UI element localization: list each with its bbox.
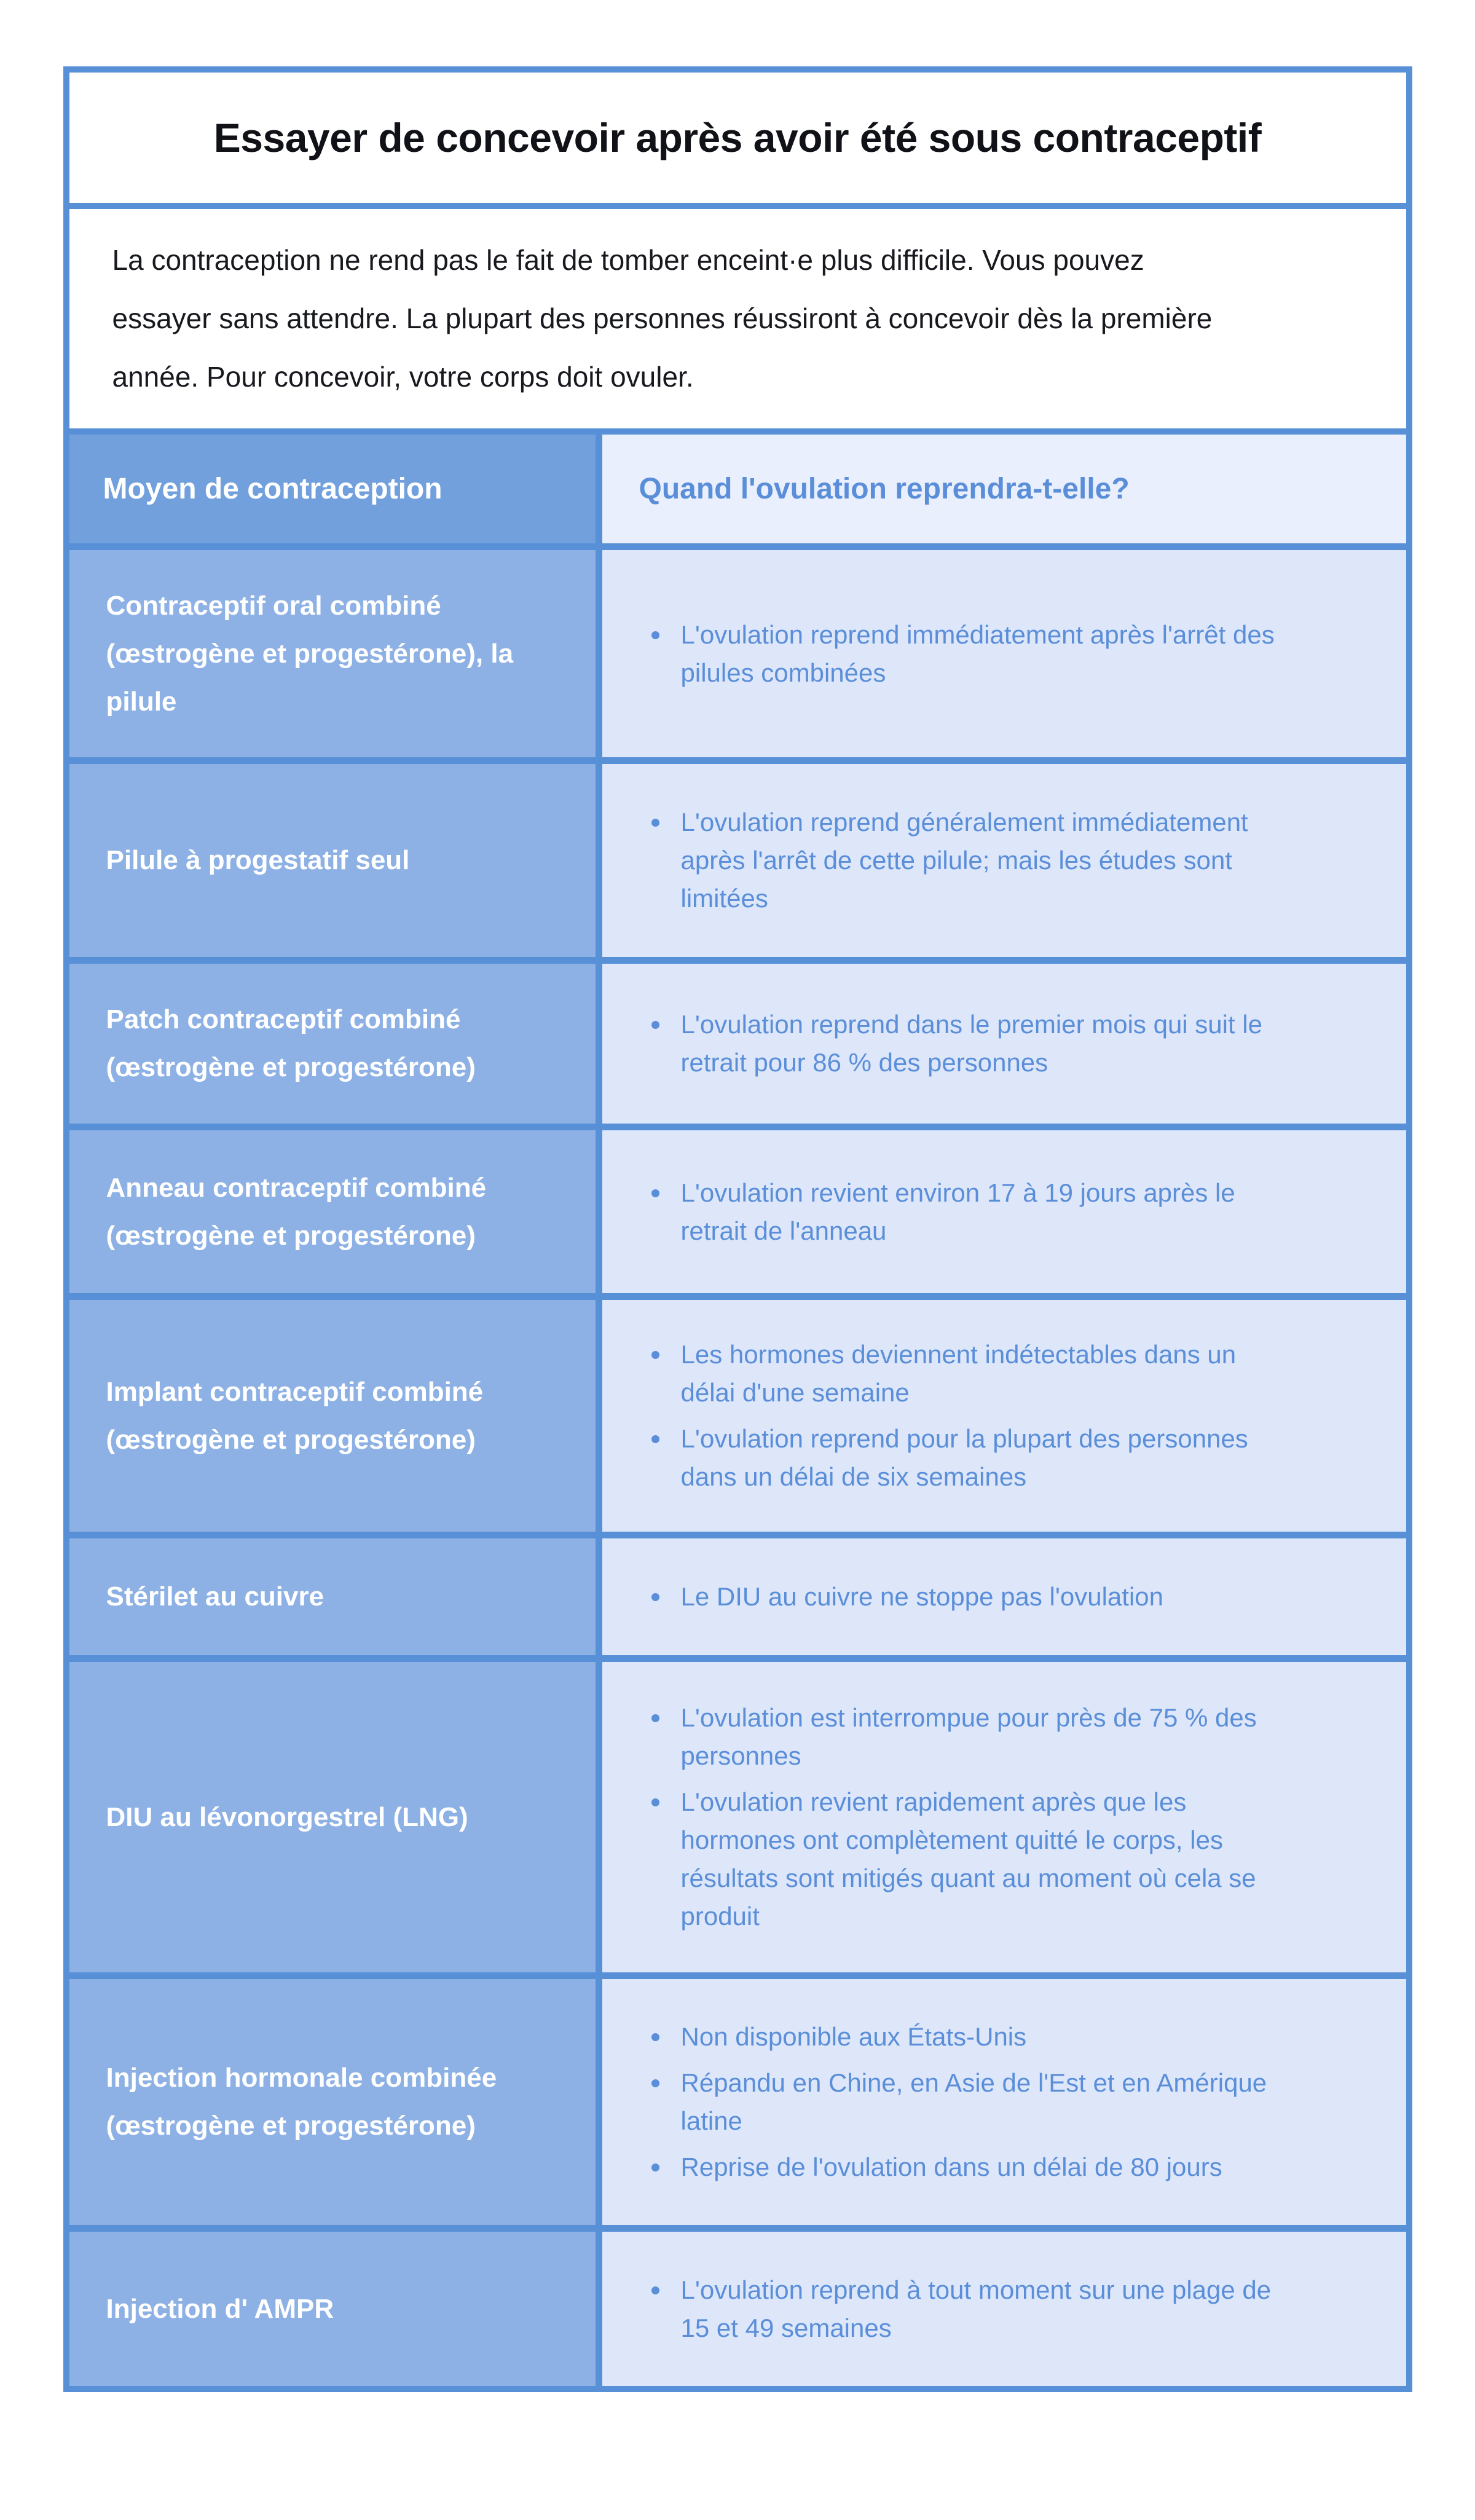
- bullet-list: [645, 795, 1375, 926]
- bullet-item: L'ovulation est interrompue pour près de 75 % des personnes: [645, 1699, 1281, 1775]
- method-cell: [69, 1538, 596, 1655]
- bullet-item: L'ovulation revient environ 17 à 19 jours après le retrait de l'anneau: [645, 1174, 1281, 1250]
- table-row-dmpa-injection: [69, 2232, 1406, 2386]
- method-cell: [69, 764, 596, 957]
- bullet-item: Reprise de l'ovulation dans un délai de 80 jours: [645, 2148, 1281, 2186]
- bullet-item: Le DIU au cuivre ne stoppe pas l'ovulation: [645, 1578, 1281, 1616]
- method-label: DIU au lévonorgestrel (LNG): [106, 1801, 468, 1832]
- column-header-ovulation-label: Quand l'ovulation reprendra-t-elle?: [639, 472, 1130, 505]
- method-label: Stérilet au cuivre: [106, 1581, 324, 1612]
- bullet-item: L'ovulation revient rapidement après que les hormones ont complètement quitté le corps, les résultats sont mitigés quant au moment où cela se produit: [645, 1783, 1281, 1935]
- method-cell: [69, 1300, 596, 1532]
- column-header-method-label: Moyen de contraception: [103, 472, 442, 505]
- bullet-list: [645, 1691, 1375, 1943]
- method-label: Patch contraceptif combiné (œstrogène et progestérone): [106, 1004, 476, 1082]
- method-label: Injection d' AMPR: [106, 2293, 334, 2324]
- table-row-progestin-pill: [69, 764, 1406, 957]
- method-label: Contraceptif oral combiné (œstrogène et progestérone), la pilule: [106, 590, 514, 717]
- table-row-copper-iud: [69, 1538, 1406, 1655]
- ovulation-cell: [602, 1662, 1406, 1972]
- bullet-list: [645, 998, 1375, 1090]
- ovulation-cell: [602, 1300, 1406, 1532]
- column-header-method: [69, 435, 596, 543]
- bullet-item: Répandu en Chine, en Asie de l'Est et en Amérique latine: [645, 2064, 1281, 2140]
- method-label: Implant contraceptif combiné (œstrogène et progestérone): [106, 1376, 484, 1455]
- bullet-list: [645, 1570, 1375, 1624]
- info-card: [63, 66, 1412, 2392]
- bullet-item: Non disponible aux États-Unis: [645, 2018, 1281, 2056]
- bullet-list: [645, 2263, 1375, 2355]
- method-label: Anneau contraceptif combiné (œstrogène et progestérone): [106, 1172, 487, 1251]
- table-row-combined-pill: [69, 550, 1406, 757]
- bullet-list: [645, 1328, 1375, 1504]
- method-cell: [69, 1130, 596, 1293]
- table-row-implant: [69, 1300, 1406, 1532]
- table-row-lng-iud: [69, 1662, 1406, 1972]
- table-row-patch: [69, 964, 1406, 1124]
- bullet-list: [645, 608, 1375, 700]
- method-cell: [69, 964, 596, 1124]
- method-cell: [69, 1979, 596, 2225]
- bullet-item: L'ovulation reprend généralement immédiatement après l'arrêt de cette pilule; mais les études sont limitées: [645, 803, 1281, 918]
- table-row-ring: [69, 1130, 1406, 1293]
- ovulation-cell: [602, 764, 1406, 957]
- ovulation-cell: [602, 1538, 1406, 1655]
- method-cell: [69, 1662, 596, 1972]
- title-section: [69, 73, 1406, 203]
- intro-paragraph: La contraception ne rend pas le fait de tomber enceint·e plus difficile. Vous pouvez essayer sans attendre. La plupart des personnes réussiront à concevoir dès la première année. Pour concevoir, votre corps doit ovuler.: [112, 244, 1213, 393]
- ovulation-cell: [602, 2232, 1406, 2386]
- page-title: Essayer de concevoir après avoir été sous contraceptif: [213, 115, 1262, 160]
- table-row-combined-injection: [69, 1979, 1406, 2225]
- method-label: Injection hormonale combinée (œstrogène et progestérone): [106, 2063, 497, 2141]
- column-header-ovulation: [602, 435, 1406, 543]
- method-cell: [69, 2232, 596, 2386]
- bullet-item: L'ovulation reprend à tout moment sur une plage de 15 et 49 semaines: [645, 2271, 1281, 2347]
- ovulation-cell: [602, 550, 1406, 757]
- ovulation-cell: [602, 964, 1406, 1124]
- method-label: Pilule à progestatif seul: [106, 845, 410, 875]
- contraception-table: [69, 435, 1406, 2386]
- bullet-item: L'ovulation reprend dans le premier mois qui suit le retrait pour 86 % des personnes: [645, 1006, 1281, 1082]
- bullet-list: [645, 2010, 1375, 2194]
- method-cell: [69, 550, 596, 757]
- bullet-item: L'ovulation reprend immédiatement après l'arrêt des pilules combinées: [645, 616, 1281, 692]
- table-header-row: [69, 435, 1406, 543]
- ovulation-cell: [602, 1130, 1406, 1293]
- bullet-list: [645, 1166, 1375, 1258]
- bullet-item: L'ovulation reprend pour la plupart des personnes dans un délai de six semaines: [645, 1420, 1281, 1496]
- intro-section: [69, 209, 1406, 428]
- ovulation-cell: [602, 1979, 1406, 2225]
- bullet-item: Les hormones deviennent indétectables dans un délai d'une semaine: [645, 1336, 1281, 1412]
